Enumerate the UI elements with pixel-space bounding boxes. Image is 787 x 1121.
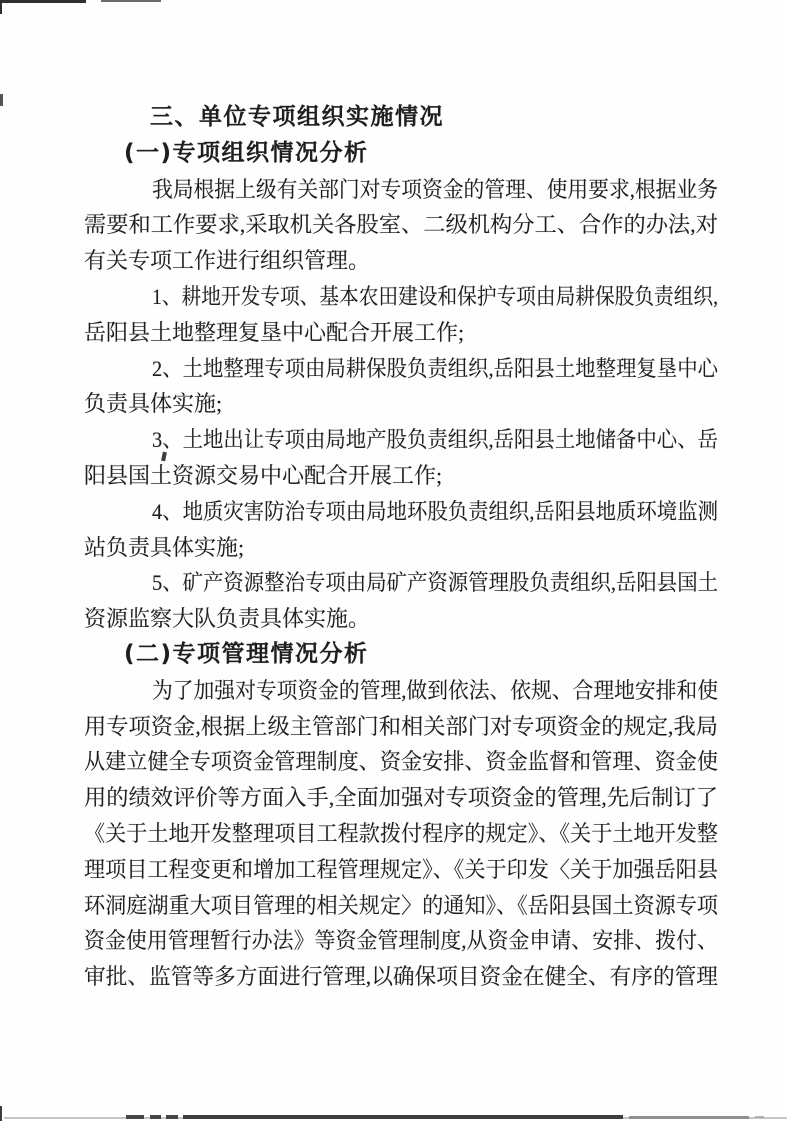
- line-text: 《关于土地开发整理项目工程款拨付程序的规定》、《关于土地开发整: [84, 820, 718, 846]
- scan-artifact-left-edge-tick: [0, 94, 3, 106]
- line-text: 2、土地整理专项由局耕保股负责组织,岳阳县土地整理复垦中心: [152, 355, 718, 381]
- line-text: (二)专项管理情况分析: [124, 640, 369, 667]
- document-body: [84, 100, 718, 995]
- line-text: 需要和工作要求,采取机关各股室、二级机构分工、合作的办法,对: [84, 212, 718, 238]
- text-line: [84, 315, 718, 351]
- text-line: [84, 959, 718, 995]
- text-line: [84, 923, 718, 959]
- text-line: [84, 351, 718, 387]
- line-text: 5、矿产资源整治专项由局矿产资源管理股负责组织,岳阳县国土: [152, 570, 718, 596]
- line-text: 1、耕地开发专项、基本农田建设和保护专项由局耕保股负责组织,: [152, 283, 718, 309]
- text-line: [84, 780, 718, 816]
- text-line: [84, 494, 718, 530]
- line-text: 站负责具体实施;: [84, 534, 245, 560]
- text-line: [84, 852, 718, 888]
- line-text: 用的绩效评价等方面入手,全面加强对专项资金的管理,先后制订了: [84, 785, 718, 811]
- text-line: [84, 744, 718, 780]
- scan-artifact-bottom-dash: [150, 1115, 161, 1119]
- line-text: 资源监察大队负责具体实施。: [84, 606, 371, 632]
- text-line: [84, 816, 718, 852]
- line-text: 环洞庭湖重大项目管理的相关规定〉的通知》、《岳阳县国土资源专项: [84, 892, 718, 918]
- line-text: (一)专项组织情况分析: [124, 139, 369, 166]
- scan-artifact-bottom-right-dash: [755, 1116, 764, 1118]
- scan-artifact-bottom-dark-line: [183, 1115, 623, 1119]
- line-text: 为了加强对专项资金的管理,做到依法、依规、合理地安排和使: [152, 677, 718, 703]
- line-text: 理项目工程变更和增加工程管理规定》、《关于印发〈关于加强岳阳县: [84, 856, 718, 882]
- text-line: [84, 888, 718, 924]
- line-text: 岳阳县土地整理复垦中心配合开展工作;: [84, 319, 465, 345]
- text-line: [84, 172, 718, 208]
- text-line: [84, 601, 718, 637]
- scan-artifact-top-edge-line: [0, 0, 86, 3]
- heading-line: [84, 100, 718, 136]
- text-line: [84, 530, 718, 566]
- heading-line: [84, 637, 718, 673]
- scan-artifact-top-left-tick: [0, 0, 2, 14]
- line-text: 负责具体实施;: [84, 391, 223, 417]
- text-line: [84, 673, 718, 709]
- heading-line: [84, 136, 718, 172]
- text-line: [84, 709, 718, 745]
- line-text: 从建立健全专项资金管理制度、资金安排、资金监督和管理、资金使: [84, 749, 718, 775]
- line-text: 有关专项工作进行组织管理。: [84, 248, 371, 274]
- line-text: 三、单位专项组织实施情况: [150, 104, 444, 130]
- line-text: 阳县国土资源交易中心配合开展工作;: [84, 462, 443, 488]
- scan-artifact-bottom-left-tick: [0, 1106, 2, 1121]
- scan-artifact-bottom-dash: [126, 1115, 144, 1119]
- line-text: 我局根据上级有关部门对专项资金的管理、使用要求,根据业务: [152, 176, 718, 202]
- line-text: 资金使用管理暂行办法》等资金管理制度,从资金申请、安排、拨付、: [84, 928, 718, 954]
- scan-artifact-top-edge-line-2: [101, 0, 161, 2]
- scan-artifact-bottom-medium-line: [629, 1116, 749, 1119]
- line-text: 4、地质灾害防治专项由局地环股负责组织,岳阳县地质环境监测: [152, 498, 718, 524]
- text-line: [84, 386, 718, 422]
- line-text: 3、土地出让专项由局地产股负责组织,岳阳县土地储备中心、岳: [152, 427, 718, 453]
- scan-artifact-bottom-dash: [166, 1115, 178, 1119]
- line-text: 用专项资金,根据上级主管部门和相关部门对专项资金的规定,我局: [84, 713, 718, 739]
- text-line: [84, 565, 718, 601]
- text-line: [84, 458, 718, 494]
- line-text: 审批、监管等多方面进行管理,以确保项目资金在健全、有序的管理: [84, 964, 718, 990]
- text-line: [84, 422, 718, 458]
- text-line: [84, 279, 718, 315]
- text-line: [84, 243, 718, 279]
- text-line: [84, 207, 718, 243]
